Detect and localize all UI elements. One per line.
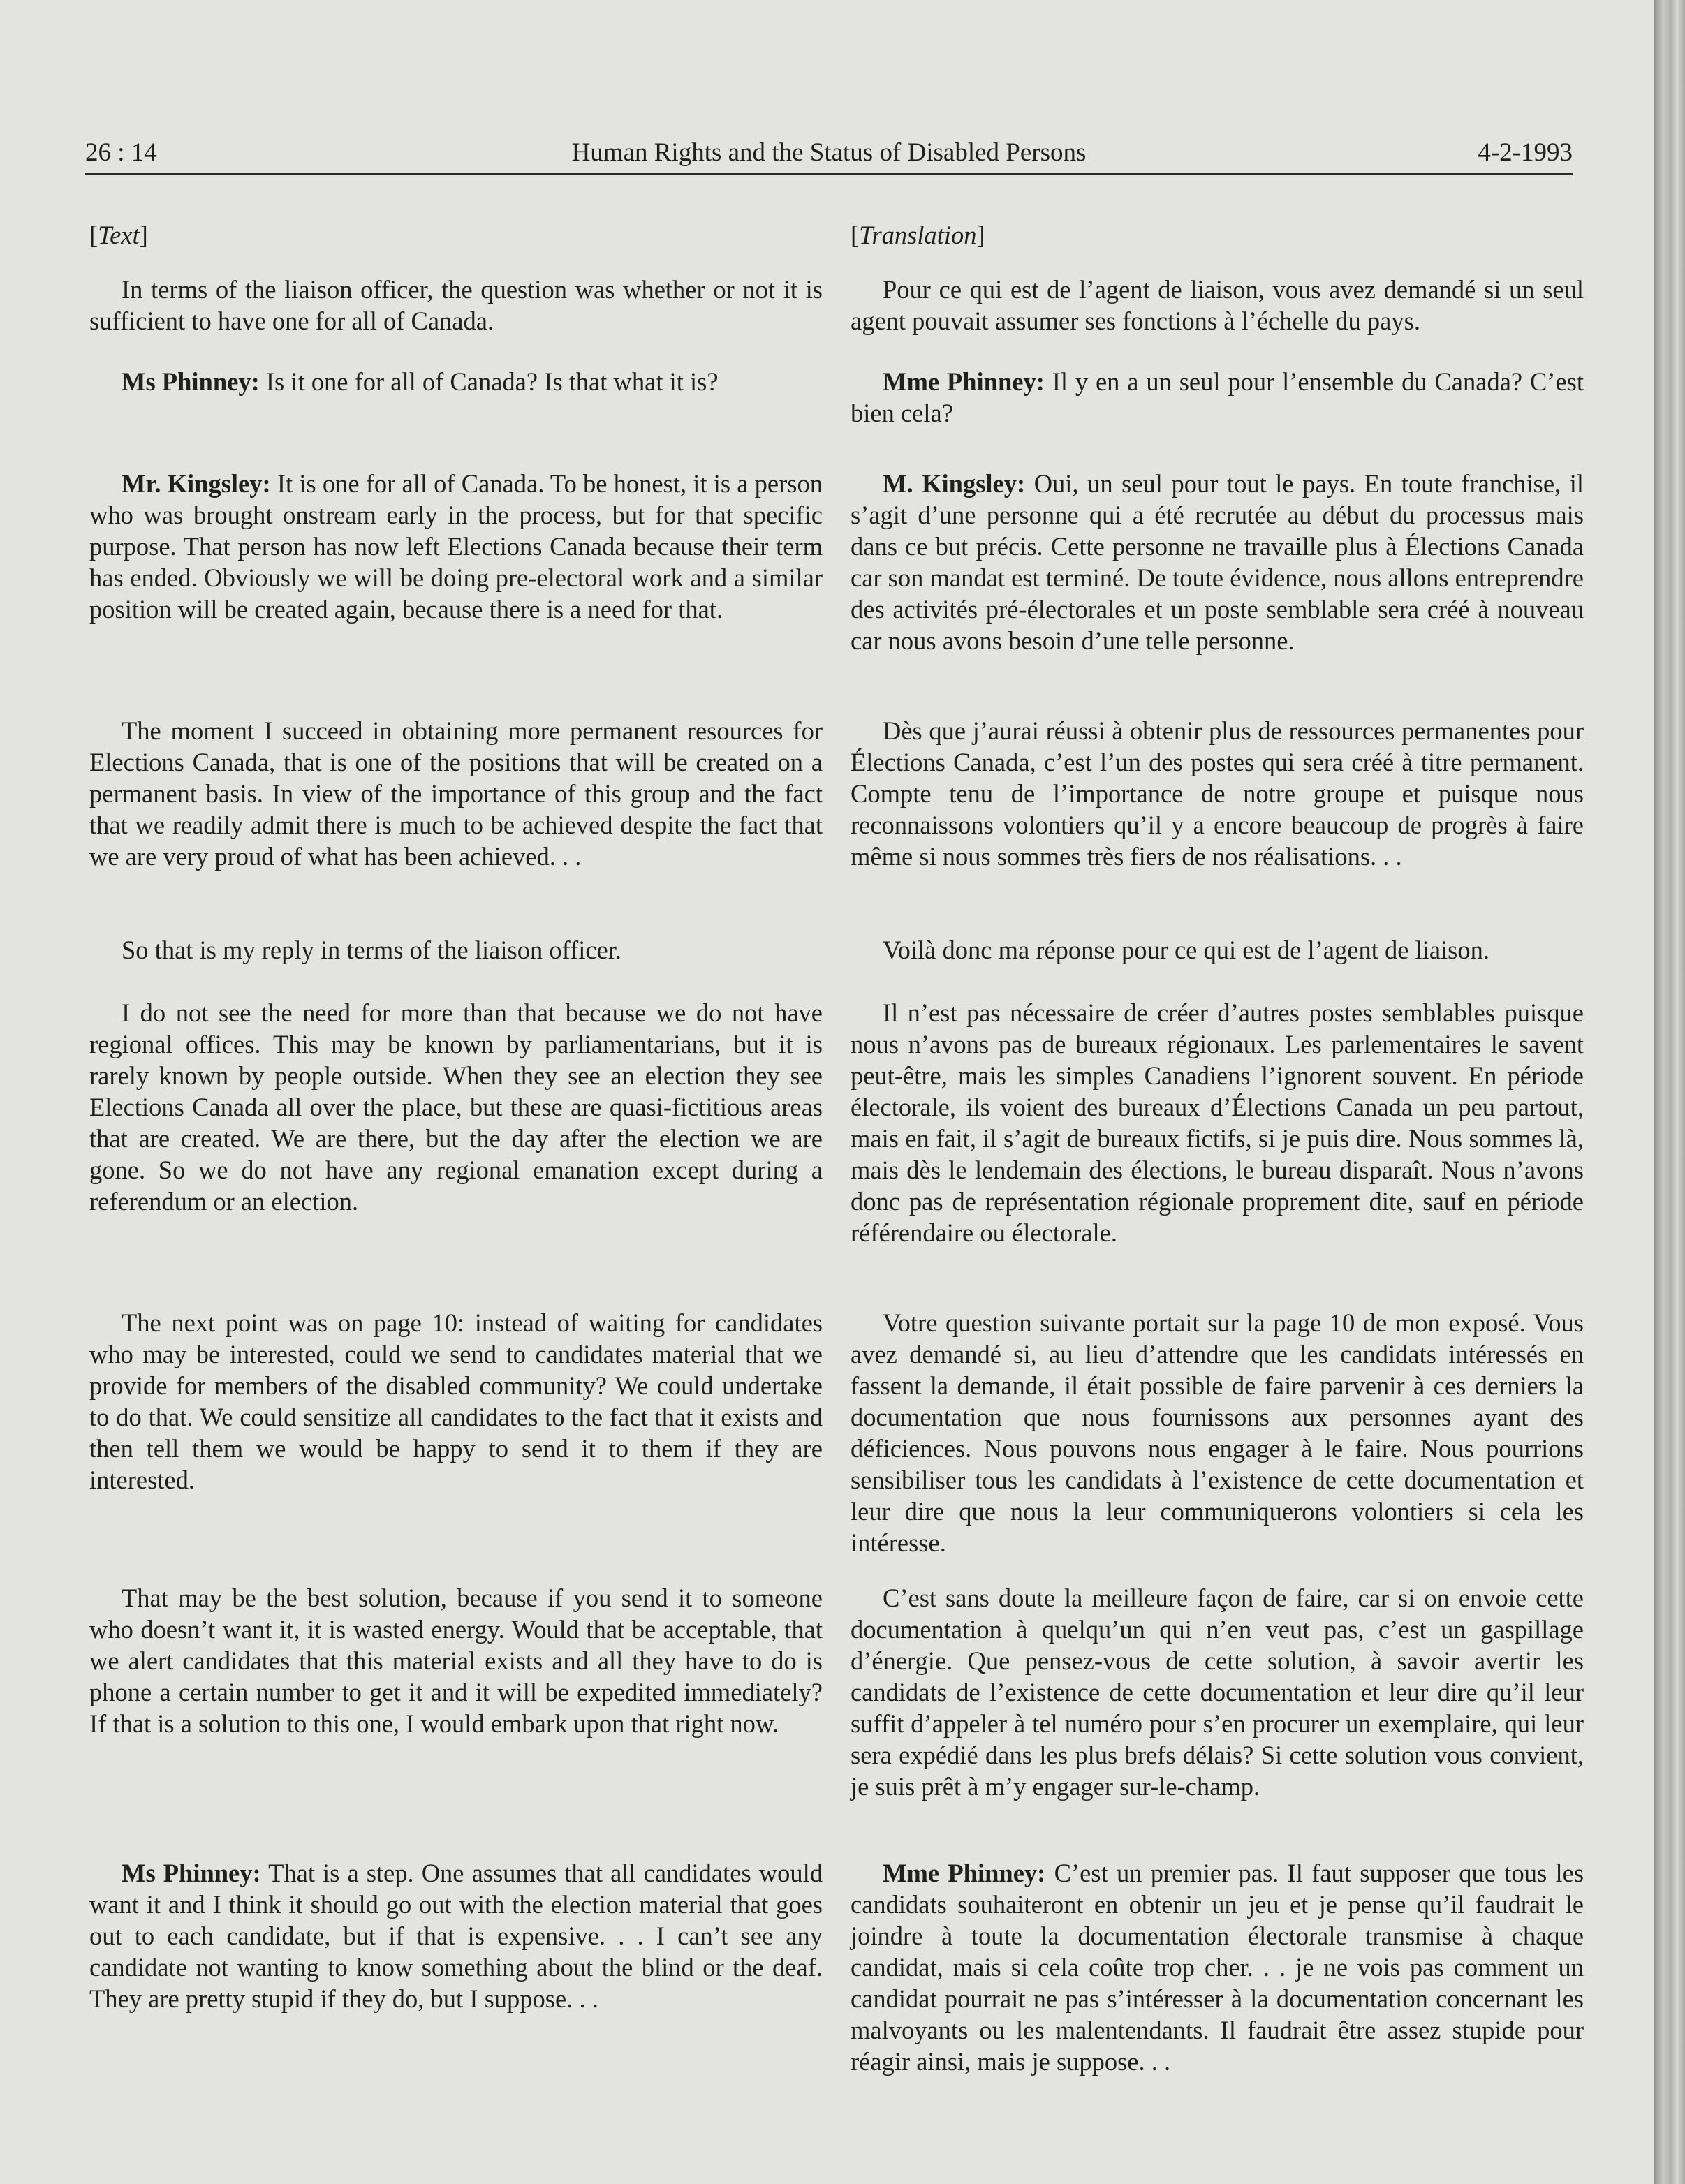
- en-paragraph-8: That may be the best solution, because if you send it to someone who doesn’t want it, it is wasted energy. Would that be acceptable, that we alert candidates that this material exists and all they have to do is phone a certain number to get it and it will be expedited immediately? If that is a solution to this one, I would embark upon that right now.: [89, 1584, 823, 1738]
- en-paragraph-6: I do not see the need for more than that because we do not have regional offices. This may be known by parliamentarians, but it is rarely known by people outside. When they see an election they see Elections Canada all over the place, but these are quasi-fictitious areas that are created. We are there, but the day after the election we are gone. So we do not have any regional emanation except during a referendum or an election.: [89, 998, 823, 1216]
- fr-paragraph-7: Votre question suivante portait sur la page 10 de mon exposé. Vous avez demandé si, au lieu d’attendre que les candidats intéressés en fassent la demande, il était possible de faire parvenir à ces derniers la documentation que nous fournissons aux personnes ayant des déficiences. Nous pouvons nous engager à le faire. Nous pourrions sensibiliser tous les candidats à l’existence de cette documentation et leur dire que nous la leur communiquerons volontiers si cela les intéresse.: [851, 1308, 1584, 1557]
- fr-paragraph-1: Pour ce qui est de l’agent de liaison, vous avez demandé si un seul agent pouvait assumer ses fonctions à l’échelle du pays.: [851, 275, 1584, 335]
- fr-paragraph-8: C’est sans doute la meilleure façon de faire, car si on envoie cette documentation à quelqu’un qui n’en veut pas, c’est un gaspillage d’énergie. Que pensez-vous de cette solution, à savoir avertir les candidats de l’existence de cette documentation et leur dire qu’il leur suffit d’appeler à tel numéro pour s’en procurer un exemplaire, qui leur sera expédié dans les plus brefs délais? Si cette solution vous convient, je suis prêt à m’y engager sur-le-champ.: [851, 1584, 1584, 1801]
- en-paragraph-9: Ms Phinney: That is a step. One assumes that all candidates would want it and I think it should go out with the election material that goes out to each candidate, but if that is expensive. . . I can’t see any candidate not wanting to know something about the blind or the deaf. They are pretty stupid if they do, but I suppose. . .: [89, 1859, 823, 2013]
- en-paragraph-3: Mr. Kingsley: It is one for all of Canada. To be honest, it is a person who was brought onstream early in the process, but for that specific purpose. That person has now left Elections Canada because their term has ended. Obviously we will be doing pre-electoral work and a similar position will be created again, because there is a need for that.: [89, 469, 823, 624]
- speaker-label: Mr. Kingsley:: [122, 469, 271, 498]
- text-tag: [Text]: [89, 221, 148, 249]
- page-header: [85, 133, 1573, 175]
- speaker-label: Ms Phinney:: [122, 1859, 261, 1887]
- fr-paragraph-9: Mme Phinney: C’est un premier pas. Il faut supposer que tous les candidats souhaiteront en obtenir un jeu et je pense qu’il faudrait le joindre à toute la documentation électorale transmise à chaque candidat, mais si cela coûte trop cher. . . je ne vois pas comment un candidat pourrait ne pas s’intéresser à la documentation concernant les malvoyants ou les malentendants. Il faudrait être assez stupide pour réagir ainsi, mais je suppose. . .: [851, 1859, 1584, 2076]
- speaker-label: Mme Phinney:: [883, 367, 1045, 396]
- speaker-label: Mme Phinney:: [883, 1859, 1046, 1887]
- translation-tag: [Translation]: [851, 221, 985, 249]
- english-column: [89, 219, 823, 2104]
- fr-paragraph-3: M. Kingsley: Oui, un seul pour tout le pays. En toute franchise, il s’agit d’une personne qui a été recrutée au début du processus mais dans ce but précis. Cette personne ne travaille plus à Élections Canada car son mandat est terminé. De toute évidence, nous allons entreprendre des activités pré-électorales et un poste semblable sera créé à nouveau car nous avons besoin d’une telle personne.: [851, 469, 1584, 655]
- fr-paragraph-5: Voilà donc ma réponse pour ce qui est de l’agent de liaison.: [883, 936, 1489, 964]
- french-column: [851, 219, 1584, 2104]
- speaker-label: M. Kingsley:: [883, 469, 1026, 498]
- fr-paragraph-4: Dès que j’aurai réussi à obtenir plus de ressources permanentes pour Élections Canada, c’est l’un des postes qui sera créé à titre permanent. Compte tenu de l’importance de notre groupe et puisque nous reconnaissons volontiers qu’il y a encore beaucoup de progrès à faire même si nous sommes très fiers de nos réalisations. . .: [851, 716, 1584, 871]
- fr-paragraph-2: Mme Phinney: Il y en a un seul pour l’ensemble du Canada? C’est bien cela?: [851, 367, 1584, 427]
- en-paragraph-2: Ms Phinney: Is it one for all of Canada? Is that what it is?: [122, 367, 719, 396]
- en-paragraph-5: So that is my reply in terms of the liaison officer.: [122, 936, 622, 964]
- running-title: Human Rights and the Status of Disabled Persons: [571, 138, 1087, 167]
- page-edge: [1654, 0, 1685, 2184]
- en-paragraph-1: In terms of the liaison officer, the question was whether or not it is sufficient to have one for all of Canada.: [89, 275, 823, 335]
- speaker-label: Ms Phinney:: [122, 367, 260, 396]
- page-date: 4-2-1993: [1478, 138, 1573, 167]
- page-number: 26 : 14: [85, 138, 157, 167]
- en-paragraph-7: The next point was on page 10: instead of waiting for candidates who may be interested, could we send to candidates material that we provide for members of the disabled community? We could undertake to do that. We could sensitize all candidates to the fact that it exists and then tell them we would be happy to send it to them if they are interested.: [89, 1308, 823, 1494]
- en-paragraph-4: The moment I succeed in obtaining more permanent resources for Elections Canada, that is one of the positions that will be created on a permanent basis. In view of the importance of this group and the fact that we readily admit there is much to be achieved despite the fact that we are very proud of what has been achieved. . .: [89, 716, 823, 871]
- fr-paragraph-6: Il n’est pas nécessaire de créer d’autres postes semblables puisque nous n’avons pas de bureaux régionaux. Les parlementaires le savent peut-être, mais les simples Canadiens l’ignorent souvent. En période électorale, ils voient des bureaux d’Élections Canada un peu partout, mais en fait, il s’agit de bureaux fictifs, si je puis dire. Nous sommes là, mais dès le lendemain des élections, le bureau disparaît. Nous n’avons donc pas de représentation régionale proprement dite, sauf en période référendaire ou électorale.: [851, 998, 1584, 1247]
